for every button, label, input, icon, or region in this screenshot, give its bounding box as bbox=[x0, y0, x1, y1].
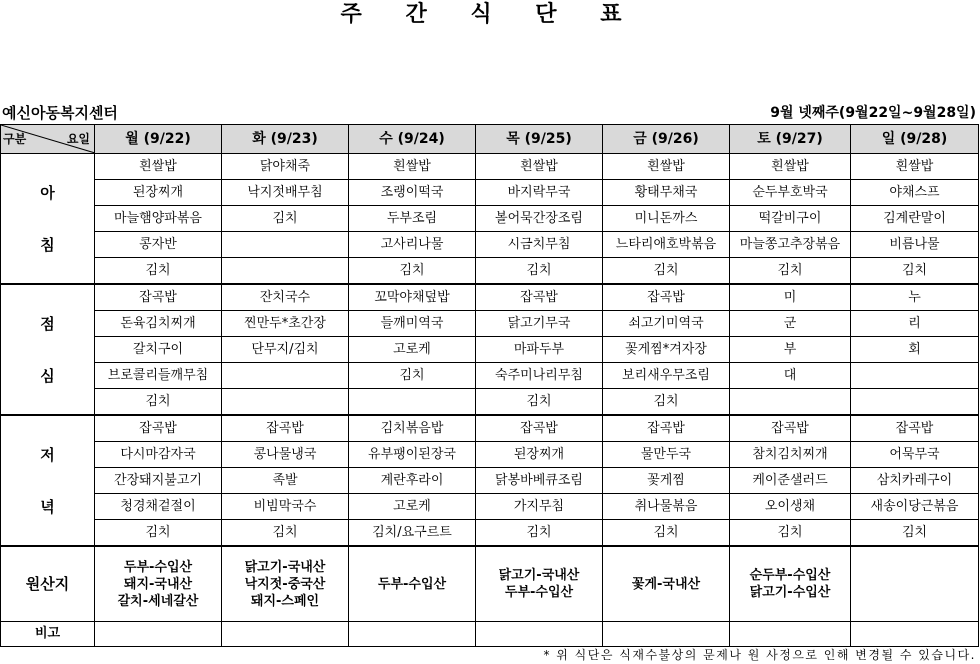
menu-cell: 김치 bbox=[851, 258, 979, 285]
menu-row bbox=[1, 258, 979, 285]
note-cell bbox=[603, 622, 730, 647]
menu-cell: 흰쌀밥 bbox=[349, 154, 476, 180]
menu-cell: 고로케 bbox=[349, 494, 476, 520]
corner-label-day: 요일 bbox=[66, 132, 90, 146]
menu-cell: 군 bbox=[730, 311, 851, 337]
menu-cell: 마늘햄양파볶음 bbox=[95, 206, 222, 232]
menu-cell: 볼어묵간장조림 bbox=[476, 206, 603, 232]
origin-label: 원산지 bbox=[1, 546, 95, 622]
menu-cell: 김치 bbox=[95, 258, 222, 285]
menu-cell: 두부조림 bbox=[349, 206, 476, 232]
note-cell bbox=[349, 622, 476, 647]
origin-line: 닭고기-국내산 bbox=[498, 568, 580, 583]
origin-line: 낙지젓-중국산 bbox=[244, 576, 326, 592]
menu-cell: 어묵무국 bbox=[851, 442, 979, 468]
origin-row bbox=[1, 546, 979, 622]
menu-cell: 김치 bbox=[222, 520, 349, 547]
origin-line: 갈치-세네갈산 bbox=[117, 593, 199, 609]
corner-label-category: 구분 bbox=[3, 132, 27, 146]
menu-cell: 떡갈비구이 bbox=[730, 206, 851, 232]
menu-cell: 순두부호박국 bbox=[730, 180, 851, 206]
origin-cell bbox=[730, 546, 851, 622]
menu-cell: 김치 bbox=[222, 206, 349, 232]
day-header: 화 (9/23) bbox=[222, 125, 349, 154]
center-name: 예신아동복지센터 bbox=[2, 104, 118, 122]
menu-cell: 김치 bbox=[476, 520, 603, 547]
menu-cell: 잡곡밥 bbox=[603, 284, 730, 311]
footer-notice: * 위 식단은 식재수불상의 문제나 원 사정으로 인해 변경될 수 있습니다. bbox=[543, 648, 976, 662]
origin-line: 닭고기-수입산 bbox=[749, 585, 831, 600]
meal-label-top: 저 bbox=[40, 445, 55, 464]
menu-cell: 김치 bbox=[476, 258, 603, 285]
origin-cell bbox=[851, 546, 979, 622]
menu-cell: 족발 bbox=[222, 468, 349, 494]
menu-cell: 브로콜리들깨무침 bbox=[95, 363, 222, 389]
note-label: 비고 bbox=[1, 622, 95, 647]
origin-cell bbox=[222, 546, 349, 622]
menu-cell: 비름나물 bbox=[851, 232, 979, 258]
meal-label bbox=[1, 154, 95, 285]
corner-cell bbox=[1, 125, 95, 154]
menu-cell: 새송이당근볶음 bbox=[851, 494, 979, 520]
menu-cell: 보리새우무조림 bbox=[603, 363, 730, 389]
origin-cell bbox=[95, 546, 222, 622]
meal-label-top: 점 bbox=[40, 314, 55, 333]
menu-cell: 고사리나물 bbox=[349, 232, 476, 258]
menu-cell: 김치/요구르트 bbox=[349, 520, 476, 547]
menu-cell: 바지락무국 bbox=[476, 180, 603, 206]
menu-cell bbox=[349, 389, 476, 416]
menu-row bbox=[1, 520, 979, 547]
menu-cell bbox=[222, 363, 349, 389]
menu-cell: 들깨미역국 bbox=[349, 311, 476, 337]
menu-cell: 닭야채죽 bbox=[222, 154, 349, 180]
menu-cell: 가지무침 bbox=[476, 494, 603, 520]
menu-row bbox=[1, 415, 979, 442]
menu-cell: 흰쌀밥 bbox=[730, 154, 851, 180]
menu-cell: 숙주미나리무침 bbox=[476, 363, 603, 389]
note-cell bbox=[95, 622, 222, 647]
menu-cell: 낙지젓배무침 bbox=[222, 180, 349, 206]
menu-cell: 참치김치찌개 bbox=[730, 442, 851, 468]
origin-line: 닭고기-국내산 bbox=[244, 559, 326, 575]
day-header: 토 (9/27) bbox=[730, 125, 851, 154]
menu-cell: 잡곡밥 bbox=[603, 415, 730, 442]
menu-row bbox=[1, 232, 979, 258]
menu-cell: 조랭이떡국 bbox=[349, 180, 476, 206]
menu-cell: 잡곡밥 bbox=[851, 415, 979, 442]
menu-cell: 된장찌개 bbox=[476, 442, 603, 468]
menu-cell: 닭봉바베큐조림 bbox=[476, 468, 603, 494]
menu-cell: 잔치국수 bbox=[222, 284, 349, 311]
menu-cell: 황태무채국 bbox=[603, 180, 730, 206]
day-header: 목 (9/25) bbox=[476, 125, 603, 154]
menu-cell: 흰쌀밥 bbox=[603, 154, 730, 180]
menu-cell: 김치 bbox=[603, 389, 730, 416]
menu-cell: 된장찌개 bbox=[95, 180, 222, 206]
menu-cell: 잡곡밥 bbox=[476, 284, 603, 311]
menu-cell: 다시마감자국 bbox=[95, 442, 222, 468]
menu-row bbox=[1, 284, 979, 311]
menu-cell: 김계란말이 bbox=[851, 206, 979, 232]
menu-cell: 김치 bbox=[603, 520, 730, 547]
menu-cell: 김치볶음밥 bbox=[349, 415, 476, 442]
menu-cell bbox=[851, 389, 979, 416]
day-header: 수 (9/24) bbox=[349, 125, 476, 154]
meal-label bbox=[1, 284, 95, 415]
origin-cell bbox=[603, 546, 730, 622]
menu-cell: 콩나물냉국 bbox=[222, 442, 349, 468]
menu-cell: 쇠고기미역국 bbox=[603, 311, 730, 337]
menu-cell: 흰쌀밥 bbox=[476, 154, 603, 180]
menu-cell: 취나물볶음 bbox=[603, 494, 730, 520]
meal-label-bottom: 침 bbox=[40, 235, 55, 254]
page-title: 주 간 식 단 표 bbox=[340, 2, 640, 27]
menu-cell: 잡곡밥 bbox=[222, 415, 349, 442]
menu-cell: 흰쌀밥 bbox=[851, 154, 979, 180]
menu-cell: 찐만두*초간장 bbox=[222, 311, 349, 337]
menu-cell bbox=[222, 258, 349, 285]
menu-cell: 대 bbox=[730, 363, 851, 389]
menu-cell: 김치 bbox=[349, 258, 476, 285]
menu-cell: 꽃게찜 bbox=[603, 468, 730, 494]
origin-line: 두부-수입산 bbox=[377, 576, 447, 592]
day-header: 금 (9/26) bbox=[603, 125, 730, 154]
menu-cell: 고로케 bbox=[349, 337, 476, 363]
meal-label-top: 아 bbox=[40, 183, 55, 202]
menu-cell: 미니돈까스 bbox=[603, 206, 730, 232]
menu-row bbox=[1, 154, 979, 180]
menu-cell: 계란후라이 bbox=[349, 468, 476, 494]
menu-cell: 미 bbox=[730, 284, 851, 311]
menu-cell: 마늘쫑고추장볶음 bbox=[730, 232, 851, 258]
menu-cell: 돈육김치찌개 bbox=[95, 311, 222, 337]
menu-cell: 물만두국 bbox=[603, 442, 730, 468]
menu-cell bbox=[851, 363, 979, 389]
origin-cell bbox=[349, 546, 476, 622]
menu-row bbox=[1, 442, 979, 468]
menu-row bbox=[1, 180, 979, 206]
menu-row bbox=[1, 389, 979, 416]
menu-cell: 김치 bbox=[730, 520, 851, 547]
menu-row bbox=[1, 494, 979, 520]
menu-cell: 시금치무침 bbox=[476, 232, 603, 258]
menu-cell: 김치 bbox=[851, 520, 979, 547]
menu-cell: 꽃게찜*겨자장 bbox=[603, 337, 730, 363]
meal-label-bottom: 녁 bbox=[40, 497, 55, 516]
origin-cell bbox=[476, 546, 603, 622]
origin-line: 돼지-국내산 bbox=[123, 576, 193, 592]
menu-row bbox=[1, 206, 979, 232]
menu-cell: 닭고기무국 bbox=[476, 311, 603, 337]
menu-cell: 야채스프 bbox=[851, 180, 979, 206]
origin-line: 꽃게-국내산 bbox=[631, 576, 701, 592]
menu-cell: 느타리애호박볶음 bbox=[603, 232, 730, 258]
origin-line: 돼지-스페인 bbox=[250, 593, 320, 609]
menu-cell bbox=[222, 389, 349, 416]
meal-label-bottom: 심 bbox=[40, 366, 55, 385]
menu-cell: 간장돼지불고기 bbox=[95, 468, 222, 494]
menu-cell: 누 bbox=[851, 284, 979, 311]
menu-cell bbox=[222, 232, 349, 258]
menu-cell: 잡곡밥 bbox=[95, 415, 222, 442]
origin-line: 두부-수입산 bbox=[123, 559, 193, 575]
menu-cell: 잡곡밥 bbox=[730, 415, 851, 442]
menu-row bbox=[1, 363, 979, 389]
menu-table bbox=[0, 124, 979, 647]
menu-cell: 회 bbox=[851, 337, 979, 363]
header-row bbox=[1, 125, 979, 154]
menu-cell: 꼬막야채덮밥 bbox=[349, 284, 476, 311]
origin-line: 두부-수입산 bbox=[504, 585, 574, 600]
menu-cell: 잡곡밥 bbox=[476, 415, 603, 442]
menu-cell: 김치 bbox=[349, 363, 476, 389]
menu-row bbox=[1, 311, 979, 337]
week-period: 9월 넷째주(9월22일~9월28일) bbox=[770, 105, 976, 121]
menu-cell: 김치 bbox=[603, 258, 730, 285]
note-cell bbox=[222, 622, 349, 647]
menu-cell: 잡곡밥 bbox=[95, 284, 222, 311]
note-cell bbox=[476, 622, 603, 647]
menu-row bbox=[1, 468, 979, 494]
menu-cell: 유부팽이된장국 bbox=[349, 442, 476, 468]
origin-line: 순두부-수입산 bbox=[749, 568, 831, 583]
menu-cell: 김치 bbox=[730, 258, 851, 285]
day-header: 일 (9/28) bbox=[851, 125, 979, 154]
meal-label bbox=[1, 415, 95, 546]
menu-cell: 갈치구이 bbox=[95, 337, 222, 363]
day-header: 월 (9/22) bbox=[95, 125, 222, 154]
menu-cell: 비빔막국수 bbox=[222, 494, 349, 520]
menu-cell: 김치 bbox=[95, 389, 222, 416]
menu-cell: 청경채겉절이 bbox=[95, 494, 222, 520]
menu-cell: 콩자반 bbox=[95, 232, 222, 258]
menu-cell: 마파두부 bbox=[476, 337, 603, 363]
note-cell bbox=[851, 622, 979, 647]
menu-row bbox=[1, 337, 979, 363]
menu-cell: 흰쌀밥 bbox=[95, 154, 222, 180]
menu-cell: 케이준샐러드 bbox=[730, 468, 851, 494]
menu-cell: 부 bbox=[730, 337, 851, 363]
menu-cell: 리 bbox=[851, 311, 979, 337]
menu-cell: 오이생채 bbox=[730, 494, 851, 520]
note-cell bbox=[730, 622, 851, 647]
menu-cell bbox=[730, 389, 851, 416]
menu-cell: 단무지/김치 bbox=[222, 337, 349, 363]
note-row bbox=[1, 622, 979, 647]
menu-cell: 김치 bbox=[95, 520, 222, 547]
menu-cell: 삼치카레구이 bbox=[851, 468, 979, 494]
menu-cell: 김치 bbox=[476, 389, 603, 416]
